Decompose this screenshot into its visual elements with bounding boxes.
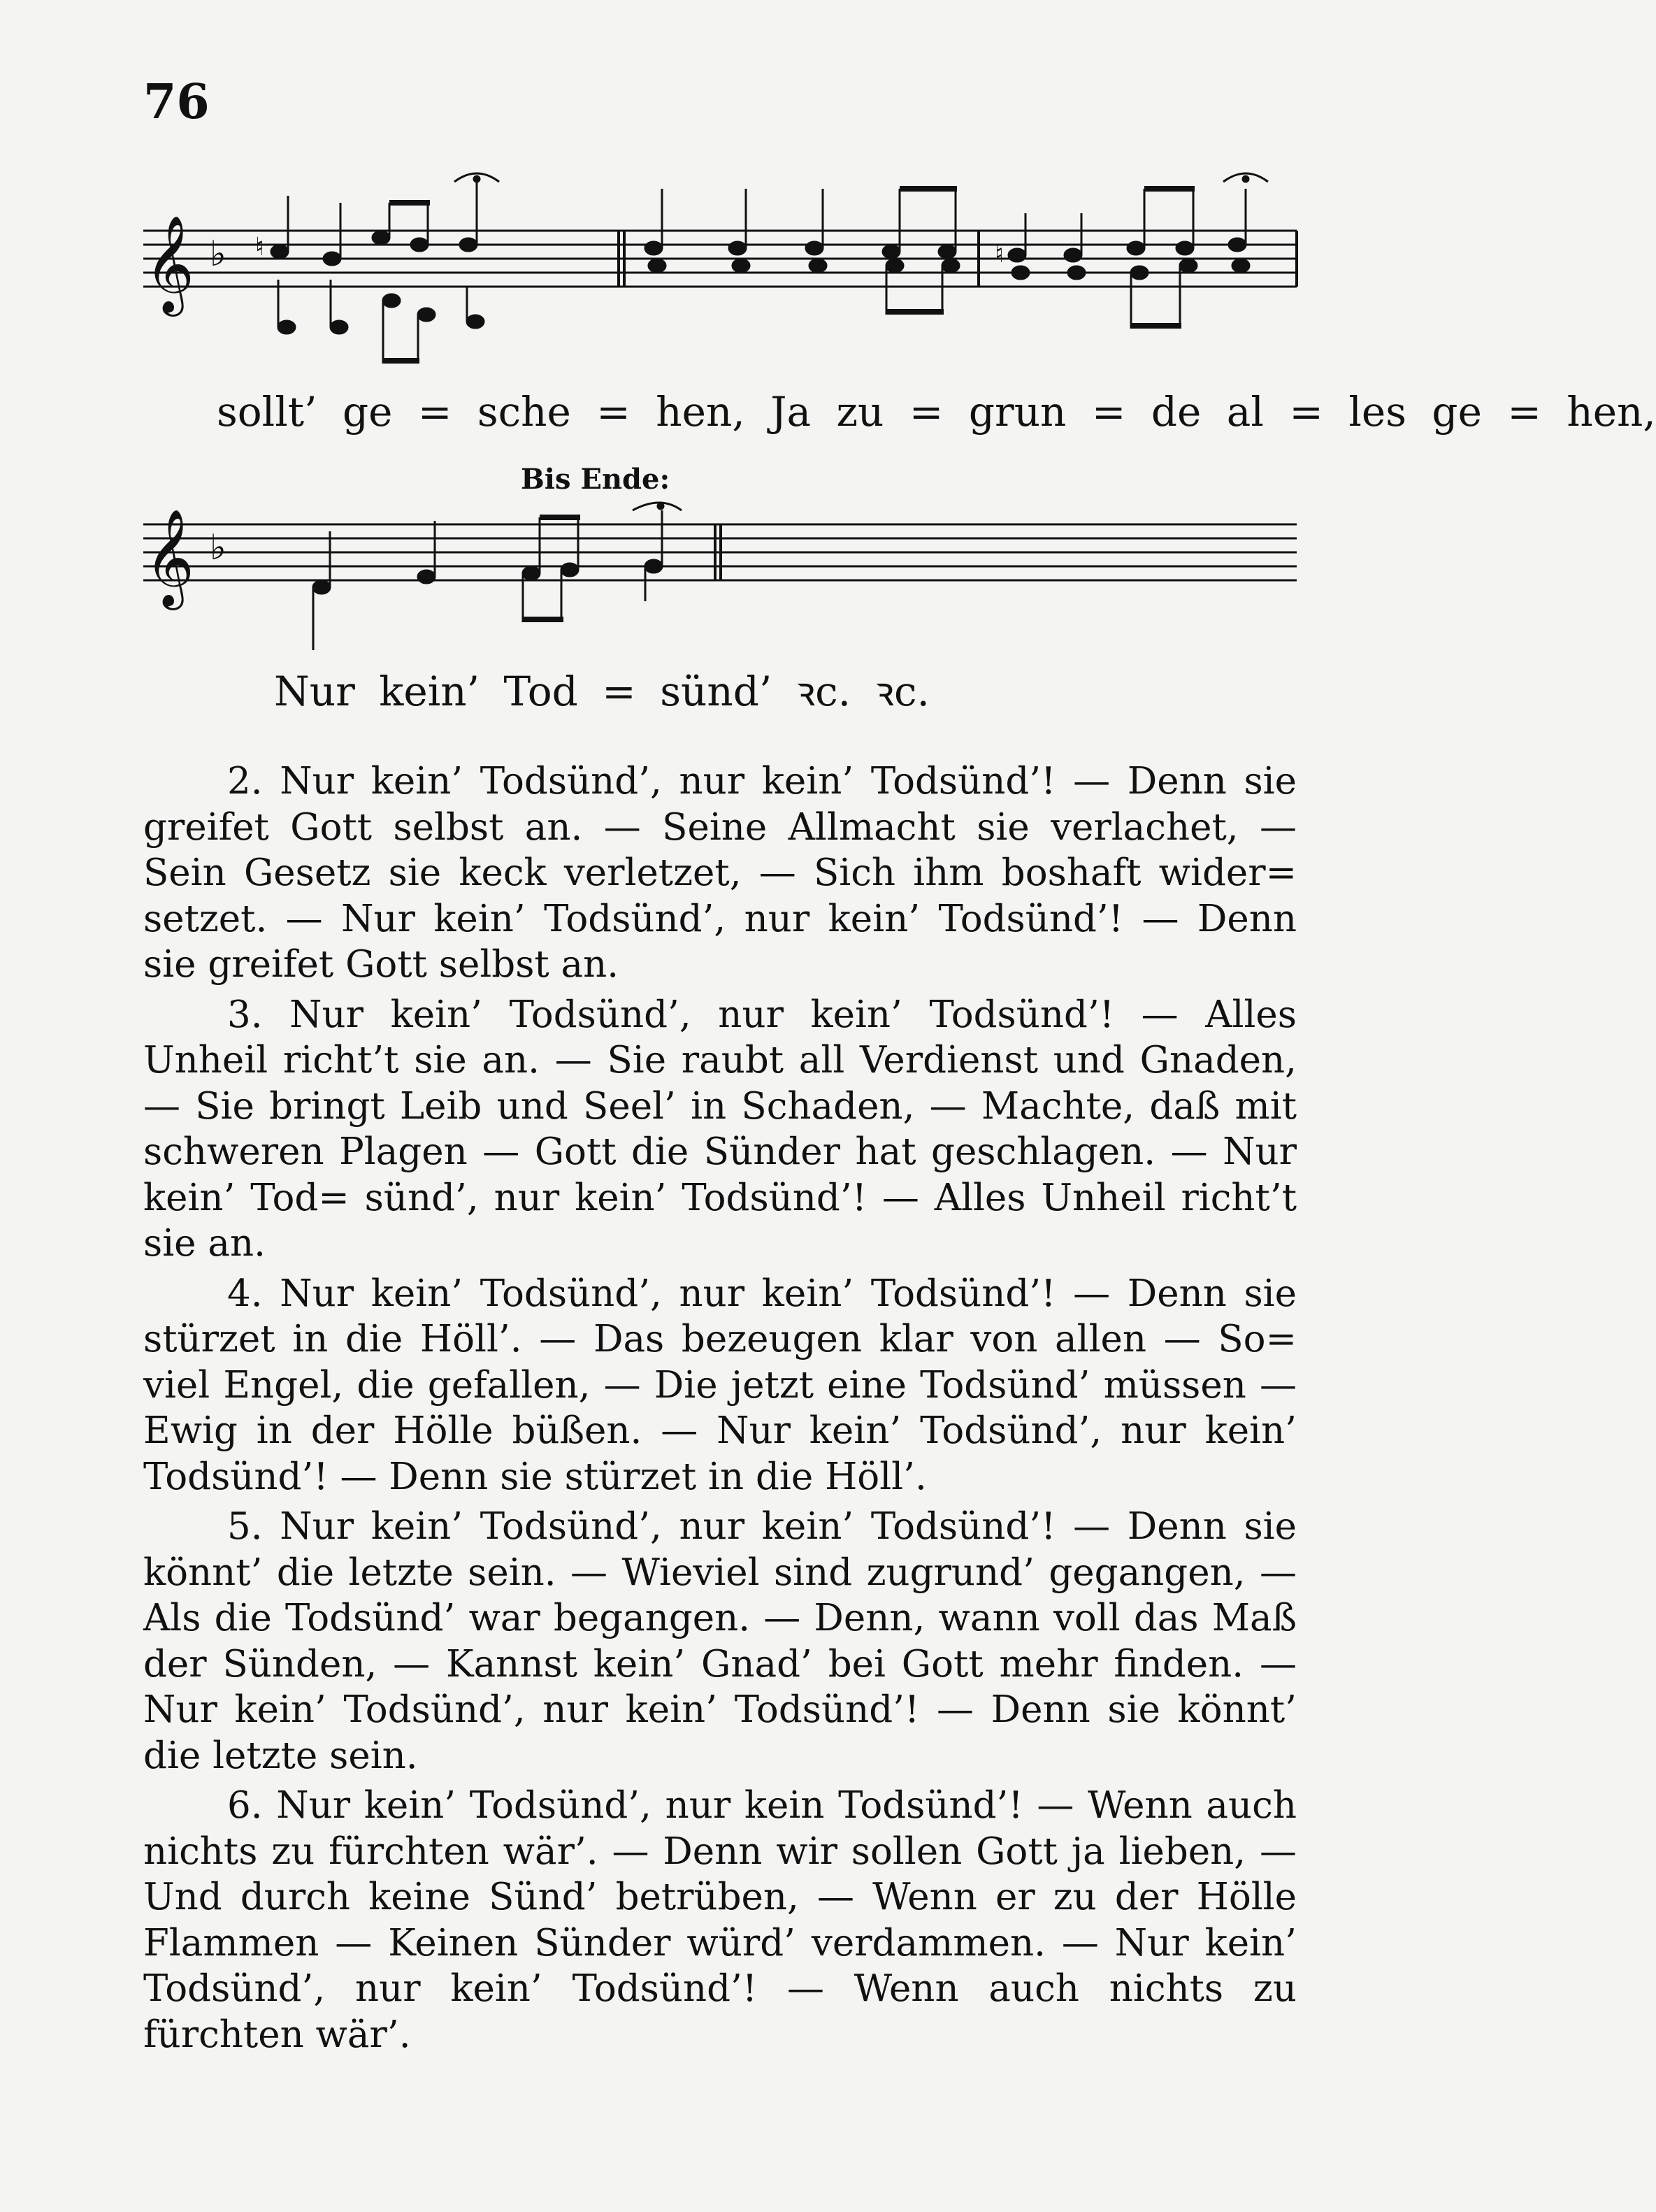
verse-text: Nur kein’ Todsünd’, nur kein’ Todsünd’! — Denn sie greifet Gott selbst an. — Seine Allmacht sie verlachet, — Sein Gesetz sie keck verletzet, — Sich ihm boshaft wider= setzet. — Nur kein’ Todsünd’, nur kein’ Todsünd’! — Denn sie greifet Gott selbst an. [143, 760, 1297, 986]
treble-clef-icon: 𝄞 [145, 509, 194, 606]
verse-text: Nur kein’ Todsünd’, nur kein’ Todsünd’! — Denn sie könnt’ die letzte sein. — Wieviel sind zugrund’ gegangen, — Als die Todsünd’ war begangen. — Denn, wann voll das Maß der Sünden, — Kannst kein’ Gnad’ bei Gott mehr finden. — Nur kein’ Todsünd’, nur kein’ Todsünd’! — Denn sie könnt’ die letzte sein. [143, 1505, 1297, 1777]
music-staff-2 [143, 489, 1304, 671]
flat-icon: ♭ [210, 527, 226, 568]
verse-number: 4. [227, 1272, 263, 1315]
verse-4 [143, 1271, 1297, 1500]
verse-3 [143, 992, 1297, 1267]
bis-ende-marking: Bis Ende: [521, 463, 670, 496]
verses [143, 759, 1297, 2062]
verse-number: 5. [227, 1505, 263, 1548]
verse-number: 6. [227, 1784, 263, 1827]
treble-clef-icon: 𝄞 [145, 215, 194, 313]
flat-icon: ♭ [210, 234, 226, 274]
verse-2 [143, 759, 1297, 988]
svg-text:♮: ♮ [995, 240, 1004, 268]
page-number: 76 [143, 74, 210, 130]
verse-text: Nur kein’ Todsünd’, nur kein’ Todsünd’! — Alles Unheil richt’t sie an. — Sie raubt all Verdienst und Gnaden, — Sie bringt Leib und Seel’ in Schaden, — Machte, daß mit schweren Plagen — Gott die Sünder hat geschlagen. — Nur kein’ Tod= sünd’, nur kein’ Todsünd’! — Alles Unheil richt’t sie an. [143, 993, 1297, 1265]
lyric-line-1: sollt’ ge = sche = hen, Ja zu = grun = de al = les ge = hen, [217, 388, 1656, 436]
verse-6 [143, 1783, 1297, 2057]
verse-number: 2. [227, 760, 263, 803]
lyric-line-2: Nur kein’ Tod = sünd’ ꝛc. ꝛc. [274, 668, 930, 715]
verse-5 [143, 1504, 1297, 1779]
verse-text: Nur kein’ Todsünd’, nur kein Todsünd’! — Wenn auch nichts zu fürchten wär’. — Denn wir sollen Gott ja lieben, — Und durch keine Sünd’ betrüben, — Wenn er zu der Hölle Flammen — Keinen Sünder würd’ verdammen. — Nur kein’ Todsünd’, nur kein’ Todsünd’! — Wenn auch nichts zu fürchten wär’. [143, 1784, 1297, 2056]
svg-text:♮: ♮ [255, 233, 264, 261]
verse-number: 3. [227, 993, 263, 1036]
music-staff-1 [143, 175, 1304, 371]
verse-text: Nur kein’ Todsünd’, nur kein’ Todsünd’! — Denn sie stürzet in die Höll’. — Das bezeugen klar von allen — So= viel Engel, die gefallen, — Die jetzt eine Todsünd’ müssen — Ewig in der Hölle büßen. — Nur kein’ Todsünd’, nur kein’ Todsünd’! — Denn sie stürzet in die Höll’. [143, 1272, 1297, 1498]
